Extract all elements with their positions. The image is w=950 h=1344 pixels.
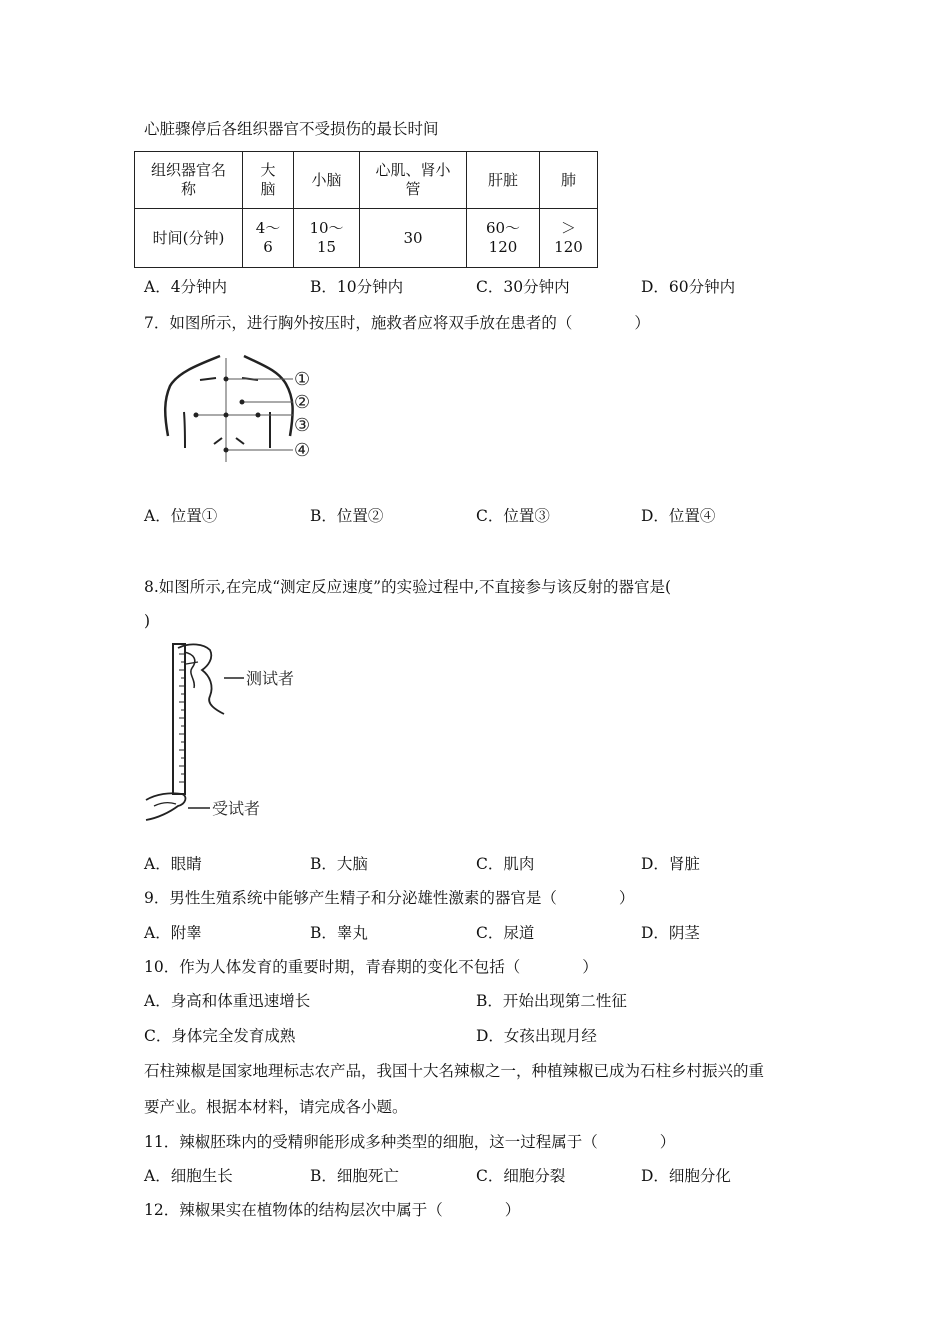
q11-option-a[interactable]: A．细胞生长 — [144, 1167, 233, 1185]
q9-option-b[interactable]: B．睾丸 — [310, 924, 368, 942]
tester-label: 测试者 — [246, 669, 295, 688]
figure-label-2: ② — [294, 392, 311, 413]
header-cell: 心肌、肾小 管 — [360, 152, 467, 209]
q6-option-a[interactable]: A．4分钟内 — [144, 278, 228, 296]
passage-line1: 石柱辣椒是国家地理标志农产品，我国十大名辣椒之一，种植辣椒已成为石柱乡村振兴的重 — [144, 1062, 765, 1080]
table-cell: 时间(分钟) — [135, 209, 243, 268]
header-cell: 肺 — [540, 152, 598, 209]
q10-option-b[interactable]: B．开始出现第二性征 — [476, 992, 627, 1010]
q7-option-d[interactable]: D．位置④ — [641, 507, 716, 525]
q10-option-c[interactable]: C．身体完全发育成熟 — [144, 1027, 296, 1045]
q9-stem: 9．男性生殖系统中能够产生精子和分泌雄性激素的器官是（ ） — [144, 889, 635, 907]
organ-time-table — [134, 151, 598, 268]
table-header-row — [135, 152, 598, 209]
header-cell: 肝脏 — [467, 152, 540, 209]
q7-option-a[interactable]: A．位置① — [144, 507, 218, 525]
q9-option-a[interactable]: A．附睾 — [144, 924, 202, 942]
q9-option-d[interactable]: D．阴茎 — [641, 924, 700, 942]
q7-option-c[interactable]: C．位置③ — [476, 507, 550, 525]
chest-compression-figure — [160, 352, 340, 467]
table-cell: 4～ 6 — [243, 209, 294, 268]
q10-stem: 10．作为人体发育的重要时期，青春期的变化不包括（ ） — [144, 958, 598, 976]
q10-option-a[interactable]: A．身高和体重迅速增长 — [144, 992, 311, 1010]
q11-option-d[interactable]: D．细胞分化 — [641, 1167, 731, 1185]
q11-option-b[interactable]: B．细胞死亡 — [310, 1167, 399, 1185]
q11-stem: 11．辣椒胚珠内的受精卵能形成多种类型的细胞，这一过程属于（ ） — [144, 1133, 676, 1151]
q8-option-b[interactable]: B．大脑 — [310, 855, 368, 873]
q6-option-d[interactable]: D．60分钟内 — [641, 278, 736, 296]
subject-label: 受试者 — [212, 799, 261, 818]
table-cell: 60～ 120 — [467, 209, 540, 268]
header-cell: 小脑 — [294, 152, 360, 209]
table-row — [135, 209, 598, 268]
figure-label-4: ④ — [294, 440, 311, 461]
q7-stem: 7．如图所示，进行胸外按压时，施救者应将双手放在患者的（ ） — [144, 314, 650, 332]
q6-option-b[interactable]: B．10分钟内 — [310, 278, 404, 296]
table-cell: 30 — [360, 209, 467, 268]
q8-stem-line1: 8.如图所示,在完成“测定反应速度”的实验过程中,不直接参与该反射的器官是( — [144, 578, 672, 596]
q8-option-a[interactable]: A．眼睛 — [144, 855, 202, 873]
header-cell: 大 脑 — [243, 152, 294, 209]
q8-option-d[interactable]: D．肾脏 — [641, 855, 700, 873]
header-cell: 组织器官名 称 — [135, 152, 243, 209]
q7-option-b[interactable]: B．位置② — [310, 507, 384, 525]
q8-stem-line2: ) — [144, 612, 151, 630]
figure-label-1: ① — [294, 369, 311, 390]
q8-option-c[interactable]: C．肌肉 — [476, 855, 535, 873]
q11-option-c[interactable]: C．细胞分裂 — [476, 1167, 566, 1185]
figure-label-3: ③ — [294, 415, 311, 436]
passage-line2: 要产业。根据本材料，请完成各小题。 — [144, 1098, 408, 1116]
reaction-speed-figure — [140, 640, 310, 825]
q12-stem: 12．辣椒果实在植物体的结构层次中属于（ ） — [144, 1201, 521, 1219]
table-cell: ＞ 120 — [540, 209, 598, 268]
table-caption: 心脏骤停后各组织器官不受损伤的最长时间 — [144, 120, 439, 138]
q6-option-c[interactable]: C．30分钟内 — [476, 278, 570, 296]
q9-option-c[interactable]: C．尿道 — [476, 924, 535, 942]
q10-option-d[interactable]: D．女孩出现月经 — [476, 1027, 597, 1045]
table-cell: 10～ 15 — [294, 209, 360, 268]
